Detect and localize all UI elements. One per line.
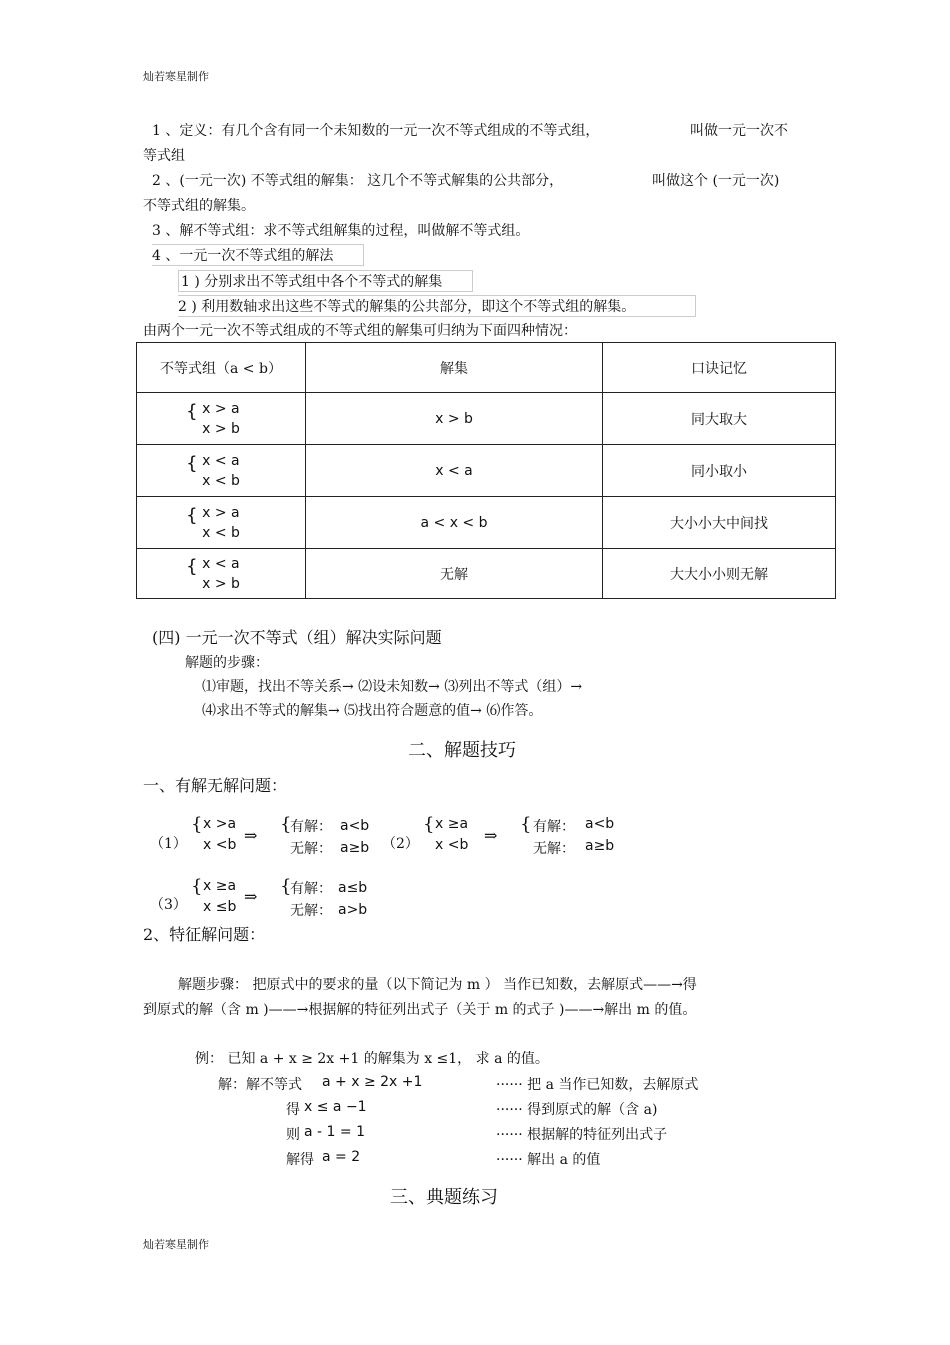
table-header-row xyxy=(137,343,836,393)
brace-icon: { xyxy=(186,504,198,526)
brace-icon: { xyxy=(280,876,292,897)
example-statement: 例： 已知 a + x ≥ 2x +1 的解集为 x ≤1， 求 a 的值。 xyxy=(195,1051,549,1067)
brace-icon: { xyxy=(520,814,532,835)
case-2-inequality-1: x ≥a xyxy=(435,816,469,832)
table-row xyxy=(137,445,836,497)
characteristic-title: 2、特征解问题： xyxy=(143,925,266,944)
inequality-2: x > b xyxy=(202,420,240,437)
implies-arrow-icon: ⇒ xyxy=(244,887,258,906)
col-header-mnemonic: 口诀记忆 xyxy=(603,343,836,393)
solution-note-2: ······ 得到原式的解（含 a) xyxy=(496,1102,658,1118)
case-3-has-label: 有解： xyxy=(290,881,332,897)
inequality-2: x < b xyxy=(202,524,240,541)
steps-line-2: ⑷求出不等式的解集→ ⑸找出符合题意的值→ ⑹作答。 xyxy=(202,703,543,719)
case-2-none-label: 无解： xyxy=(533,841,575,857)
case-1-inequality-2: x <b xyxy=(203,837,237,853)
solution-expr-4: a = 2 xyxy=(322,1149,361,1165)
system-cell xyxy=(137,445,306,497)
brace-icon: { xyxy=(191,876,203,897)
solution-cell: x < a xyxy=(306,445,603,497)
summary-intro: 由两个一元一次不等式组成的不等式组的解集可归纳为下面四种情况： xyxy=(143,323,577,339)
def1-line: 1 、定义：有几个含有同一个未知数的一元一次不等式组成的不等式组， xyxy=(152,123,600,139)
steps-line-1: ⑴审题，找出不等关系→ ⑵设未知数→ ⑶列出不等式（组）→ xyxy=(202,679,583,695)
mnemonic-cell: 大小小大中间找 xyxy=(603,497,836,549)
case-1-has-condition: a<b xyxy=(340,818,370,834)
implies-arrow-icon: ⇒ xyxy=(484,826,498,845)
solution-cell: x > b xyxy=(306,393,603,445)
solution-cell: a < x < b xyxy=(306,497,603,549)
case-2-none-condition: a≥b xyxy=(585,838,615,854)
case-1-none-label: 无解： xyxy=(290,841,332,857)
solution-note-1: ······ 把 a 当作已知数，去解原式 xyxy=(496,1077,699,1093)
solution-lead-1: 解：解不等式 xyxy=(218,1077,302,1093)
brace-icon: { xyxy=(186,452,198,474)
case-1-inequality-1: x >a xyxy=(203,816,237,832)
solution-expr-1: a + x ≥ 2x +1 xyxy=(322,1074,423,1090)
case-1-label: （1） xyxy=(150,836,187,852)
case-2-label: （2） xyxy=(382,836,419,852)
solution-lead-3: 则 xyxy=(286,1127,300,1143)
brace-icon: { xyxy=(186,400,198,422)
solution-lead-2: 得 xyxy=(286,1102,300,1118)
table-row xyxy=(137,549,836,599)
part-3-title: 三、典题练习 xyxy=(390,1187,498,1208)
system-cell xyxy=(137,497,306,549)
inequality-1: x > a xyxy=(202,400,240,417)
def2-line: 2 、(一元一次) 不等式组的解集： 这几个不等式解集的公共部分， xyxy=(152,173,564,189)
method-step-2: 2 ) 利用数轴求出这些不等式的解集的公共部分，即这个不等式组的解集。 xyxy=(178,295,696,317)
mnemonic-cell: 同大取大 xyxy=(603,393,836,445)
part-2-title: 二、解题技巧 xyxy=(408,740,516,761)
solution-summary-table xyxy=(136,342,836,599)
page-header: 灿若寒星制作 xyxy=(143,70,209,83)
table-row xyxy=(137,497,836,549)
brace-icon: { xyxy=(280,814,292,835)
case-2-inequality-2: x <b xyxy=(435,837,469,853)
def1-continued: 等式组 xyxy=(143,148,185,164)
case-3-label: （3） xyxy=(150,897,187,913)
solution-expr-2: x ≤ a −1 xyxy=(304,1099,367,1115)
solution-note-4: ······ 解出 a 的值 xyxy=(496,1152,601,1168)
table-row xyxy=(137,393,836,445)
case-3-inequality-2: x ≤b xyxy=(203,899,237,915)
characteristic-para-1: 解题步骤： 把原式中的要求的量（以下简记为 m ） 当作已知数，去解原式——→得 xyxy=(178,977,697,993)
case-3-inequality-1: x ≥a xyxy=(203,878,237,894)
case-1-has-label: 有解： xyxy=(290,819,332,835)
inequality-2: x > b xyxy=(202,575,240,592)
section-4-title: (四) 一元一次不等式（组）解决实际问题 xyxy=(152,628,442,647)
solution-expr-3: a - 1 = 1 xyxy=(304,1124,365,1140)
def1-line-end: 叫做一元一次不 xyxy=(690,123,788,139)
steps-label: 解题的步骤： xyxy=(185,655,269,671)
method-step-1: 1 ) 分别求出不等式组中各个不等式的解集 xyxy=(178,270,473,292)
inequality-2: x < b xyxy=(202,472,240,489)
solution-cell: 无解 xyxy=(306,549,603,599)
case-1-none-condition: a≥b xyxy=(340,840,370,856)
solution-note-3: ······ 根据解的特征列出式子 xyxy=(496,1127,668,1143)
implies-arrow-icon: ⇒ xyxy=(244,826,258,845)
def4-line: 4 、一元一次不等式组的解法 xyxy=(152,244,364,266)
case-2-has-label: 有解： xyxy=(533,819,575,835)
def3-line: 3 、解不等式组：求不等式组解集的过程，叫做解不等式组。 xyxy=(152,223,530,239)
solvability-title: 一、有解无解问题： xyxy=(143,776,288,795)
case-3-none-label: 无解： xyxy=(290,903,332,919)
inequality-1: x < a xyxy=(202,555,240,572)
def2-line-end: 叫做这个 (一元一次) xyxy=(652,173,780,189)
brace-icon: { xyxy=(186,555,198,577)
inequality-1: x > a xyxy=(202,504,240,521)
page-footer: 灿若寒星制作 xyxy=(143,1238,209,1251)
col-header-system: 不等式组（a < b） xyxy=(137,343,306,393)
inequality-1: x < a xyxy=(202,452,240,469)
mnemonic-cell: 大大小小则无解 xyxy=(603,549,836,599)
col-header-solution: 解集 xyxy=(306,343,603,393)
brace-icon: { xyxy=(191,814,203,835)
system-cell xyxy=(137,393,306,445)
case-3-none-condition: a>b xyxy=(338,902,368,918)
system-cell xyxy=(137,549,306,599)
case-2-has-condition: a<b xyxy=(585,816,615,832)
solution-lead-4: 解得 xyxy=(286,1152,314,1168)
brace-icon: { xyxy=(423,814,435,835)
def2-continued: 不等式组的解集。 xyxy=(143,198,255,214)
mnemonic-cell: 同小取小 xyxy=(603,445,836,497)
characteristic-para-2: 到原式的解（含 m )——→根据解的特征列出式子（关于 m 的式子 )——→解出 m 的值。 xyxy=(143,1002,697,1018)
case-3-has-condition: a≤b xyxy=(338,880,368,896)
